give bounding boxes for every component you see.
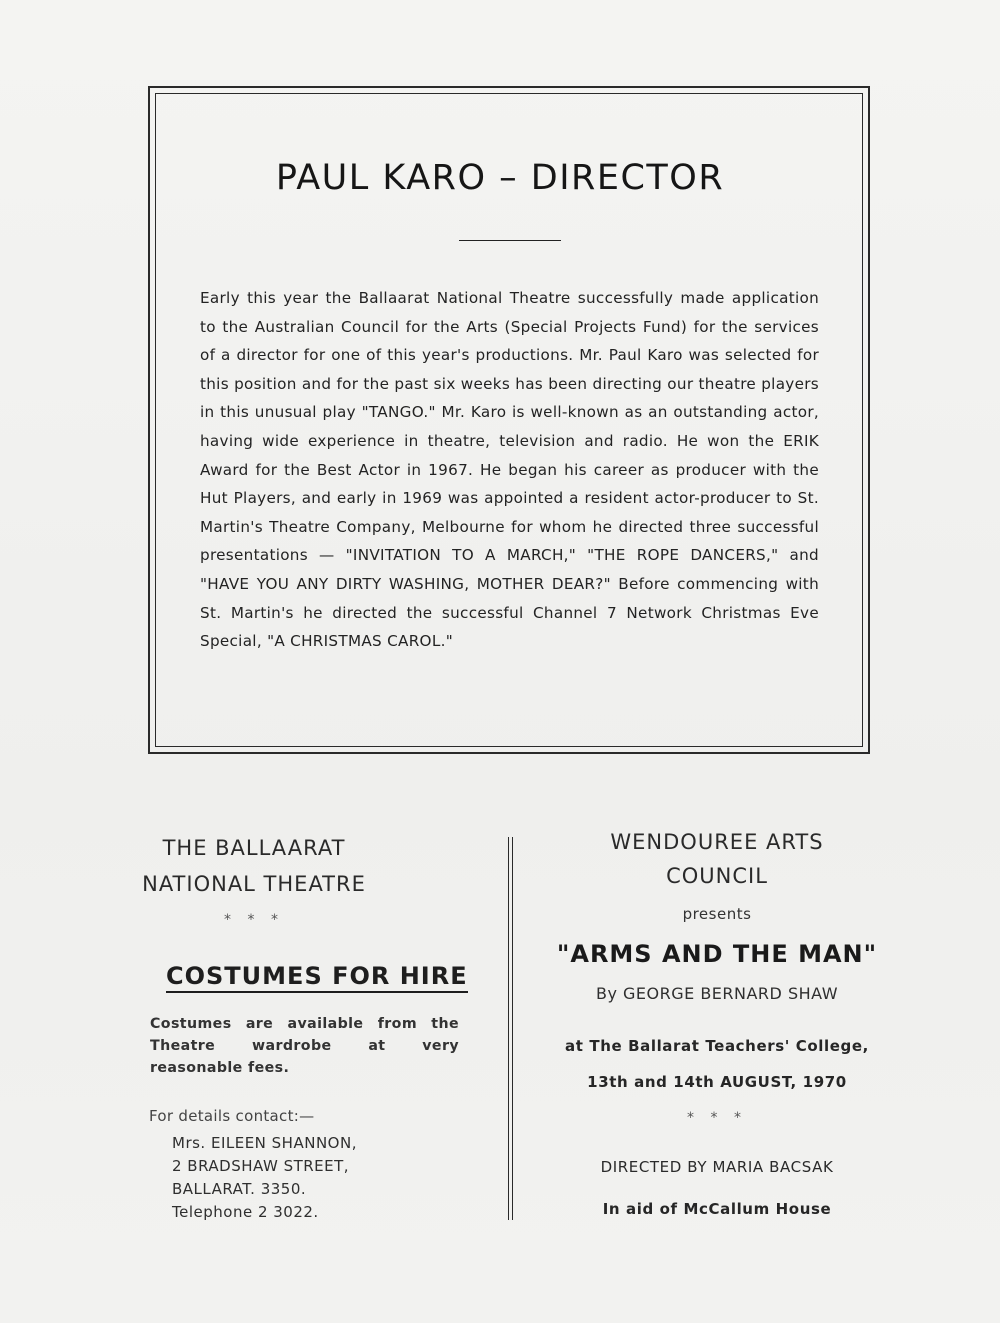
costumes-heading: COSTUMES FOR HIRE: [166, 962, 468, 993]
venue-block: [513, 1028, 921, 1100]
play-author: By GEORGE BERNARD SHAW: [595, 984, 839, 1003]
council-name-line2: COUNCIL: [666, 864, 768, 888]
council-name: [513, 825, 921, 893]
bio-title: PAUL KARO – DIRECTOR: [275, 158, 725, 198]
theatre-name-line1: THE BALLAARAT: [162, 836, 346, 860]
costumes-text: Costumes are available from the Theatre wardrobe at very reasonable fees.: [150, 1016, 459, 1076]
theatre-name-line2: NATIONAL THEATRE: [142, 872, 366, 896]
dates-text: 13th and 14th AUGUST, 1970: [587, 1073, 847, 1091]
venue-text: at The Ballarat Teachers' College,: [565, 1037, 869, 1055]
title-rule: [459, 240, 561, 241]
director-credit: DIRECTED BY MARIA BACSAK: [600, 1158, 834, 1176]
contact-city: BALLARAT. 3350.: [172, 1180, 307, 1198]
charity-note: In aid of McCallum House: [602, 1200, 832, 1218]
separator-stars-left: * * *: [224, 912, 284, 928]
council-name-line1: WENDOUREE ARTS: [610, 830, 824, 854]
contact-phone: Telephone 2 3022.: [172, 1203, 319, 1221]
contact-label: For details contact:—: [149, 1107, 315, 1125]
separator-stars-right: * * *: [687, 1110, 747, 1126]
presents-text: presents: [682, 905, 752, 923]
theatre-name: [0, 830, 508, 902]
contact-name: Mrs. EILEEN SHANNON,: [172, 1134, 357, 1152]
contact-street: 2 BRADSHAW STREET,: [172, 1157, 350, 1175]
play-title: "ARMS AND THE MAN": [556, 940, 878, 968]
contact-address: [172, 1132, 357, 1224]
bio-text: Early this year the Ballaarat National Theatre successfully made application to the Australian Council for the Arts (Special Projects Fund) for the services of a director for one of this year's productions. Mr. Paul Karo was selected for this position and for the past six weeks has been directing our theatre players in this unusual play "TANGO." Mr. Karo is well-known as an outstanding actor, having wide experience in theatre, television and radio. He won the ERIK Award for the Best Actor in 1967. He began his career as producer with the Hut Players, and early in 1969 was appointed a resident actor-producer to St. Martin's Theatre Company, Melbourne for whom he directed three successful presentations — "INVITATION TO A MARCH," "THE ROPE DANCERS," and "HAVE YOU ANY DIRTY WASHING, MOTHER DEAR?" Before commencing with St. Martin's he directed the successful Channel 7 Network Christmas Eve Special, "A CHRISTMAS CAROL.": [200, 289, 819, 651]
